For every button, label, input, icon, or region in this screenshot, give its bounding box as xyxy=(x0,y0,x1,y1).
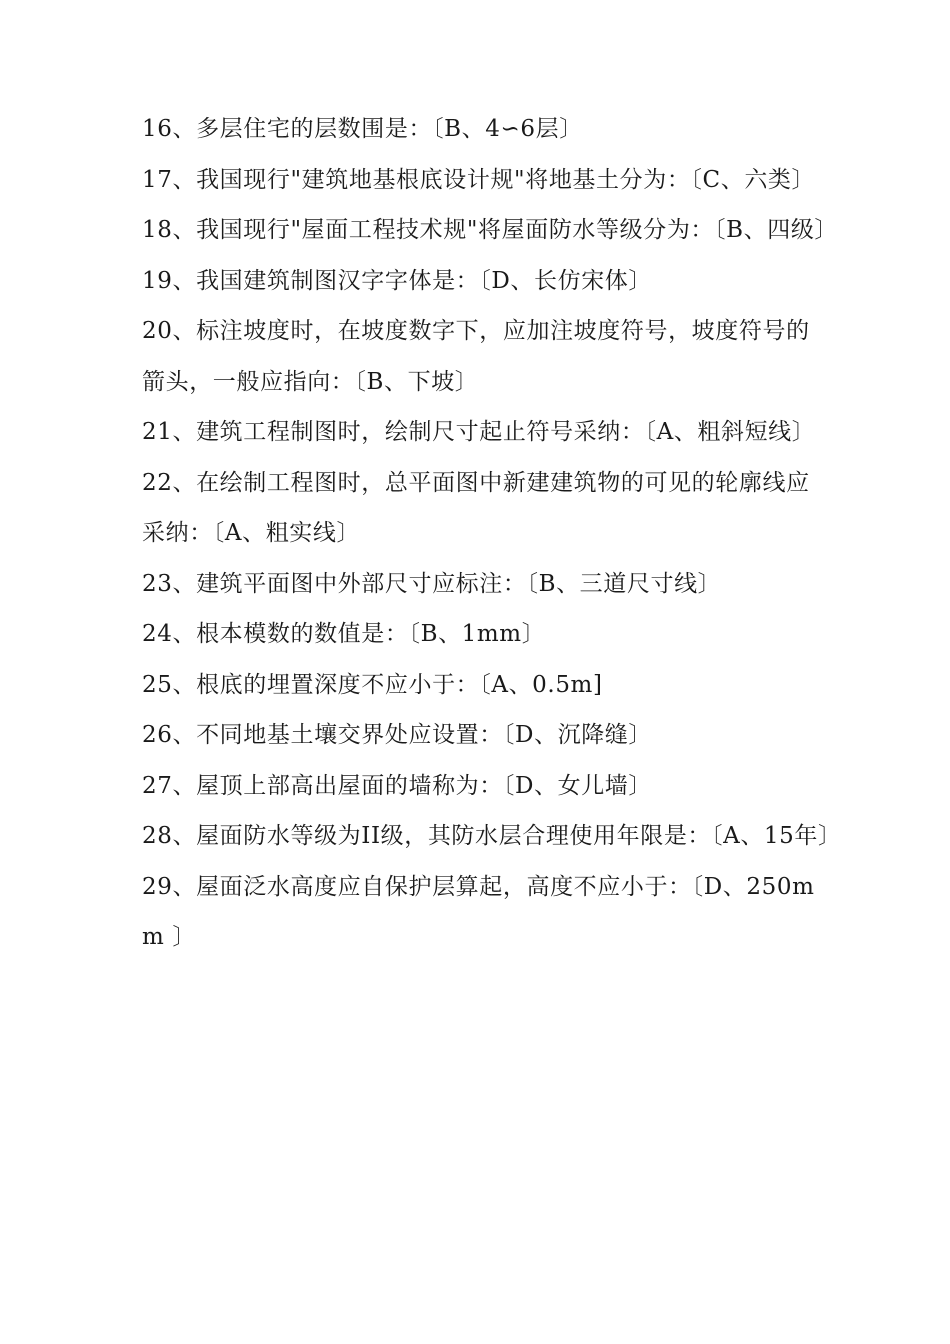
question-25: 25、根底的埋置深度不应小于：〔A、0.5m] xyxy=(142,671,603,698)
question-29: 29、屋面泛水高度应自保护层算起，高度不应小于：〔D、250mm 〕 xyxy=(142,873,815,950)
question-16: 16、多层住宅的层数围是：〔B、4∽6层〕 xyxy=(142,116,583,142)
question-27: 27、屋顶上部高出屋面的墙称为：〔D、女儿墙〕 xyxy=(142,772,653,799)
question-20: 20、标注坡度时，在坡度数字下，应加注坡度符号，坡度符号的箭头，一般应指向：〔B、下坡〕 xyxy=(142,318,810,395)
question-26: 26、不同地基土壤交界处应设置：〔D、沉降缝〕 xyxy=(142,722,653,748)
question-23: 23、建筑平面图中外部尺寸应标注：〔B、三道尺寸线〕 xyxy=(142,570,722,597)
question-19: 19、我国建筑制图汉字字体是：〔D、长仿宋体〕 xyxy=(142,267,653,294)
question-list xyxy=(142,104,842,963)
question-21: 21、建筑工程制图时，绘制尺寸起止符号采纳：〔A、粗斜短线〕 xyxy=(142,419,816,445)
question-24: 24、根本模数的数值是：〔B、1mm〕 xyxy=(142,621,546,647)
question-18: 18、我国现行"屋面工程技术规"将屋面防水等级分为：〔B、四级〕 xyxy=(142,217,839,243)
question-17: 17、我国现行"建筑地基根底设计规"将地基土分为：〔C、六类〕 xyxy=(142,166,816,193)
question-28: 28、屋面防水等级为II级，其防水层合理使用年限是：〔A、15年〕 xyxy=(142,823,842,849)
question-22: 22、在绘制工程图时，总平面图中新建建筑物的可见的轮廓线应采纳：〔A、粗实线〕 xyxy=(142,469,810,546)
